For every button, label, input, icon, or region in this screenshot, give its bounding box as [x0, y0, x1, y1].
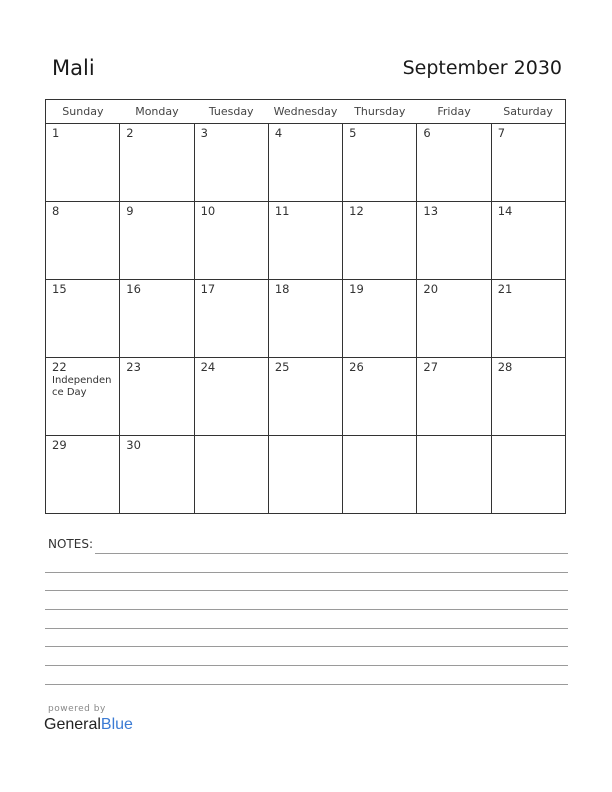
day-number: 19: [349, 282, 364, 296]
day-cell: [491, 124, 565, 202]
day-number: 21: [497, 282, 513, 296]
holiday-label: Independence Day: [52, 375, 112, 398]
day-cell: [491, 280, 565, 358]
day-number: 5: [349, 126, 357, 140]
day-number: 20: [423, 282, 439, 296]
day-cell: [491, 358, 565, 436]
day-cell: [417, 358, 491, 436]
day-cell: [417, 124, 491, 202]
notes-line: [45, 628, 568, 629]
month-year-title: September 2030: [402, 57, 562, 79]
day-number: 18: [274, 282, 290, 296]
day-cell: [343, 358, 417, 436]
day-number: 15: [52, 282, 67, 296]
day-number: 28: [497, 360, 513, 374]
day-cell: [46, 124, 120, 202]
day-cell: [343, 124, 417, 202]
weekday-sunday: Sunday: [46, 100, 120, 124]
day-number: 17: [200, 282, 216, 296]
weekday-wednesday: Wednesday: [268, 100, 342, 124]
weekday-monday: Monday: [120, 100, 194, 124]
day-number: 16: [126, 282, 141, 296]
day-cell-empty: [491, 436, 565, 514]
day-cell-empty: [194, 436, 268, 514]
weekday-friday: Friday: [417, 100, 491, 124]
notes-line: [45, 684, 568, 685]
day-cell: [120, 358, 194, 436]
day-cell: [268, 358, 342, 436]
day-number: 27: [423, 360, 439, 374]
day-cell: [194, 280, 268, 358]
notes-label: NOTES:: [48, 537, 93, 551]
day-cell: [46, 358, 120, 436]
day-number: 13: [423, 204, 439, 218]
day-number: 2: [126, 126, 134, 140]
week-row-5: [46, 436, 566, 514]
week-row-4: [46, 358, 566, 436]
day-number: 7: [497, 126, 506, 140]
day-cell: [194, 202, 268, 280]
powered-by-text: powered by: [48, 704, 106, 714]
notes-line: [45, 590, 568, 591]
day-cell: [46, 280, 120, 358]
day-number: 12: [349, 204, 364, 218]
brand-name-general: General: [44, 716, 101, 733]
brand-name-blue: Blue: [100, 716, 133, 733]
weekday-tuesday: Tuesday: [194, 100, 268, 124]
day-cell: [120, 436, 194, 514]
country-title: Mali: [52, 56, 95, 80]
calendar-grid: [45, 99, 566, 514]
day-number: 30: [126, 438, 141, 452]
day-number: 14: [497, 204, 513, 218]
day-number: 24: [200, 360, 216, 374]
day-cell: [268, 202, 342, 280]
day-number: 9: [126, 204, 134, 218]
day-cell: [120, 124, 194, 202]
day-cell: [194, 358, 268, 436]
day-cell-empty: [417, 436, 491, 514]
day-cell: [417, 202, 491, 280]
day-cell: [268, 280, 342, 358]
day-cell: [268, 124, 342, 202]
weekday-saturday: Saturday: [491, 100, 565, 124]
day-number: 23: [126, 360, 141, 374]
notes-line: [45, 646, 568, 647]
notes-line: [45, 572, 568, 573]
day-cell-empty: [268, 436, 342, 514]
day-cell: [417, 280, 491, 358]
day-number: 26: [349, 360, 364, 374]
weekday-header-row: [46, 100, 566, 124]
day-number: 6: [423, 126, 431, 140]
day-number: 22: [52, 360, 67, 374]
day-cell: [194, 124, 268, 202]
day-number: 1: [52, 126, 60, 140]
notes-line: [45, 609, 568, 610]
day-cell: [120, 280, 194, 358]
day-number: 4: [274, 126, 283, 140]
day-cell: [46, 436, 120, 514]
day-cell: [46, 202, 120, 280]
notes-line: [95, 553, 568, 554]
notes-line: [45, 665, 568, 666]
week-row-3: [46, 280, 566, 358]
day-number: 3: [200, 126, 208, 140]
generalblue-logo: [44, 716, 133, 734]
day-cell-empty: [343, 436, 417, 514]
day-number: 29: [52, 438, 67, 452]
weekday-thursday: Thursday: [343, 100, 417, 124]
week-row-1: [46, 124, 566, 202]
day-cell: [491, 202, 565, 280]
week-row-2: [46, 202, 566, 280]
day-cell: [343, 280, 417, 358]
day-number: 25: [274, 360, 290, 374]
day-cell: [120, 202, 194, 280]
day-cell: [343, 202, 417, 280]
day-number: 10: [200, 204, 216, 218]
day-number: 8: [52, 204, 60, 218]
day-number: 11: [274, 204, 290, 218]
